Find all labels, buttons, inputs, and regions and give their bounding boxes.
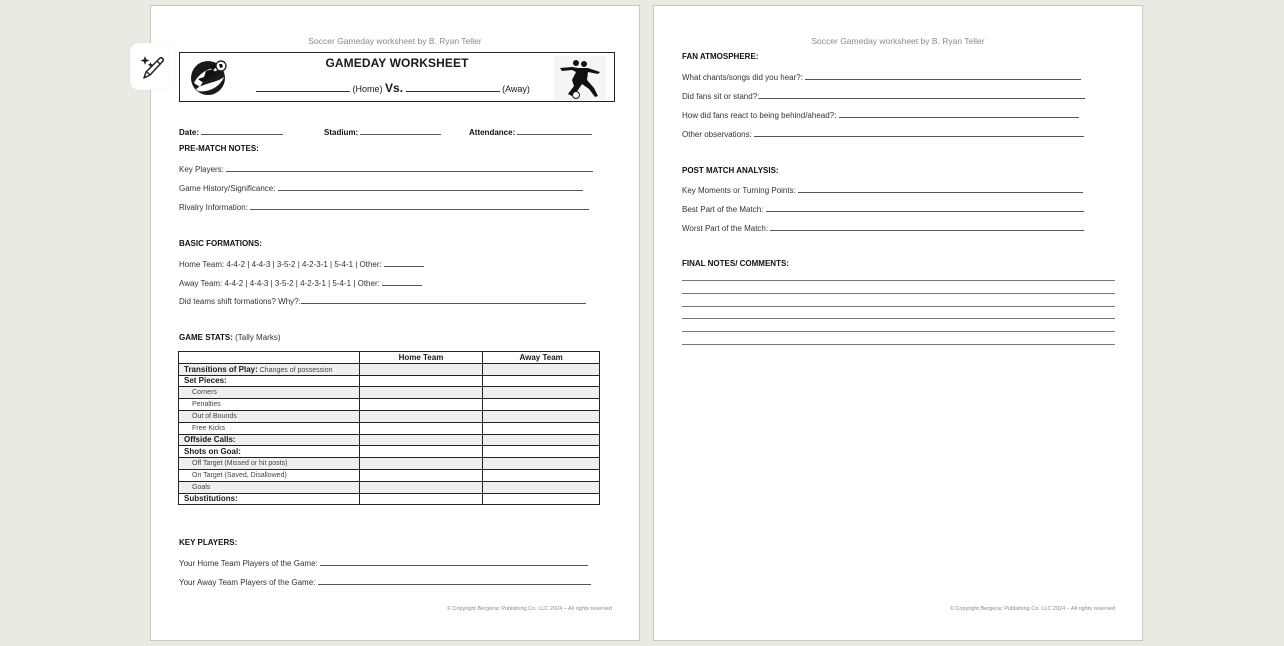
- tally-cell-home[interactable]: [359, 481, 483, 493]
- stat-label: [179, 469, 360, 481]
- column-header: [179, 352, 360, 364]
- tally-cell-home[interactable]: [359, 363, 483, 375]
- table-row: [179, 446, 600, 458]
- home-formation-other-line[interactable]: [384, 258, 424, 267]
- worst-part-line[interactable]: [770, 222, 1084, 231]
- stat-label: [179, 446, 360, 458]
- stat-label: [179, 387, 360, 399]
- fan-reaction-line[interactable]: [839, 109, 1079, 118]
- tally-cell-away[interactable]: [483, 399, 600, 411]
- home-team-blank[interactable]: [256, 83, 350, 92]
- sit-stand-field[interactable]: Did fans sit or stand?:: [682, 90, 1085, 101]
- ai-edit-button[interactable]: [130, 43, 174, 90]
- matchup-line: [256, 81, 530, 95]
- table-header-row: [179, 352, 600, 364]
- tally-cell-away[interactable]: [483, 375, 600, 387]
- table-row: [179, 399, 600, 411]
- stat-label-text: Penalties: [192, 401, 221, 409]
- note-line[interactable]: [682, 318, 1115, 319]
- tally-cell-home[interactable]: [359, 410, 483, 422]
- worksheet-header: [179, 52, 615, 102]
- tally-cell-away[interactable]: [483, 493, 600, 505]
- stat-label-text: On Target (Saved, Disallowed): [192, 471, 287, 479]
- key-players-heading: KEY PLAYERS:: [179, 538, 238, 547]
- table-row: [179, 375, 600, 387]
- tally-cell-home[interactable]: [359, 493, 483, 505]
- stat-label-text: Corners: [192, 389, 217, 397]
- formation-shift-field[interactable]: Did teams shift formations? Why?:: [179, 295, 586, 306]
- formation-shift-line[interactable]: [301, 295, 586, 304]
- game-history-field[interactable]: Game History/Significance:: [179, 182, 583, 193]
- fan-reaction-field[interactable]: How did fans react to being behind/ahead?:: [682, 109, 1079, 120]
- away-formation-other-line[interactable]: [382, 277, 422, 286]
- pre-match-heading: PRE-MATCH NOTES:: [179, 144, 259, 153]
- tally-cell-home[interactable]: [359, 469, 483, 481]
- tally-cell-away[interactable]: [483, 387, 600, 399]
- tally-cell-home[interactable]: [359, 399, 483, 411]
- tally-cell-away[interactable]: [483, 422, 600, 434]
- tally-cell-away[interactable]: [483, 363, 600, 375]
- note-line[interactable]: [682, 306, 1115, 307]
- stat-label: [179, 399, 360, 411]
- home-label: (Home): [352, 84, 383, 94]
- game-history-line[interactable]: [278, 182, 583, 191]
- table-row: [179, 387, 600, 399]
- best-part-line[interactable]: [766, 203, 1084, 212]
- rivalry-field[interactable]: Rivalry Information:: [179, 201, 589, 212]
- tally-cell-home[interactable]: [359, 387, 483, 399]
- table-row: [179, 469, 600, 481]
- table-row: [179, 422, 600, 434]
- stat-label-text: Set Pieces:: [184, 376, 227, 386]
- stat-label: [179, 375, 360, 387]
- worst-part-field[interactable]: Worst Part of the Match:: [682, 222, 1084, 233]
- stat-label: [179, 422, 360, 434]
- home-players-of-game-field[interactable]: Your Home Team Players of the Game:: [179, 557, 588, 568]
- home-players-line[interactable]: [320, 557, 588, 566]
- tally-cell-home[interactable]: [359, 458, 483, 470]
- stat-label: [179, 410, 360, 422]
- document-page-2: [653, 5, 1143, 641]
- sit-stand-line[interactable]: [759, 90, 1085, 99]
- copyright-notice: © Copyright Bergerac Publishing Co. LLC 2024 – All rights reserved: [949, 606, 1115, 612]
- table-row: [179, 458, 600, 470]
- stat-label: [179, 481, 360, 493]
- running-head: Soccer Gameday worksheet by B. Ryan Teller: [308, 36, 482, 46]
- formations-heading: BASIC FORMATIONS:: [179, 239, 262, 248]
- stat-label: [179, 434, 360, 446]
- tally-cell-home[interactable]: [359, 446, 483, 458]
- final-notes-heading: FINAL NOTES/ COMMENTS:: [682, 259, 789, 268]
- key-players-line[interactable]: [226, 163, 593, 172]
- copyright-notice: © Copyright Bergerac Publishing Co. LLC 2024 – All rights reserved: [446, 606, 612, 612]
- column-header-home: Home Team: [359, 352, 483, 364]
- stadium-input-line[interactable]: [360, 126, 441, 135]
- stat-label: [179, 363, 360, 375]
- table-row: [179, 493, 600, 505]
- key-players-field[interactable]: Key Players:: [179, 163, 593, 174]
- table-row: [179, 434, 600, 446]
- stat-label: [179, 493, 360, 505]
- tally-cell-away[interactable]: [483, 458, 600, 470]
- table-row: [179, 363, 600, 375]
- tally-cell-home[interactable]: [359, 434, 483, 446]
- stadium-field[interactable]: Stadium:: [324, 126, 441, 137]
- soccer-players-tackle-image: [554, 56, 606, 100]
- note-line[interactable]: [682, 280, 1115, 281]
- game-stats-table: [178, 351, 600, 505]
- worksheet-title: GAMEDAY WORKSHEET: [325, 56, 469, 70]
- away-team-blank[interactable]: [406, 83, 500, 92]
- tally-cell-home[interactable]: [359, 422, 483, 434]
- other-observations-field[interactable]: Other observations:: [682, 128, 1084, 139]
- sparkle-pen-icon: [138, 53, 166, 81]
- stat-label-text: Offside Calls:: [184, 435, 236, 445]
- fan-atmosphere-heading: FAN ATMOSPHERE:: [682, 52, 759, 61]
- stat-label-text: Substitutions:: [184, 494, 238, 504]
- tally-cell-away[interactable]: [483, 469, 600, 481]
- stat-label-text: Shots on Goal:: [184, 447, 241, 457]
- chants-field[interactable]: What chants/songs did you hear?:: [682, 71, 1081, 82]
- post-match-heading: POST MATCH ANALYSIS:: [682, 166, 779, 175]
- stat-label-text: Off Target (Missed or hit posts): [192, 460, 288, 468]
- away-formation-field[interactable]: Away Team: 4-4-2 | 4-4-3 | 3-5-2 | 4-2-3-1 | 5-4-1 | Other:: [179, 277, 422, 288]
- tally-cell-away[interactable]: [483, 434, 600, 446]
- game-stats-heading: GAME STATS: (Tally Marks): [179, 333, 281, 342]
- other-observations-line[interactable]: [754, 128, 1084, 137]
- stat-label: [179, 458, 360, 470]
- key-moments-field[interactable]: Key Moments or Turning Points:: [682, 184, 1083, 195]
- away-players-line[interactable]: [318, 576, 591, 585]
- tally-cell-away[interactable]: [483, 410, 600, 422]
- away-players-of-game-field[interactable]: Your Away Team Players of the Game:: [179, 576, 591, 587]
- document-page-1: [150, 5, 640, 641]
- tally-cell-away[interactable]: [483, 481, 600, 493]
- chants-line[interactable]: [805, 71, 1081, 80]
- attendance-field[interactable]: Attendance:: [469, 126, 592, 137]
- stat-label-text: Out of Bounds: [192, 412, 237, 420]
- home-formation-field[interactable]: Home Team: 4-4-2 | 4-4-3 | 3-5-2 | 4-2-3-1 | 5-4-1 | Other:: [179, 258, 424, 269]
- date-field[interactable]: Date:: [179, 126, 283, 137]
- stat-label-text: Free Kicks: [192, 424, 226, 432]
- note-line[interactable]: [682, 331, 1115, 332]
- vs-label: Vs.: [385, 81, 404, 95]
- stat-label-text: Goals: [192, 483, 211, 491]
- note-line[interactable]: [682, 293, 1115, 294]
- table-row: [179, 410, 600, 422]
- attendance-input-line[interactable]: [517, 126, 592, 135]
- table-row: [179, 481, 600, 493]
- running-head: Soccer Gameday worksheet by B. Ryan Teller: [811, 36, 985, 46]
- key-moments-line[interactable]: [798, 184, 1083, 193]
- best-part-field[interactable]: Best Part of the Match:: [682, 203, 1084, 214]
- away-label: (Away): [502, 84, 530, 94]
- stat-note: Changes of possession: [257, 366, 333, 374]
- date-input-line[interactable]: [201, 126, 283, 135]
- tally-cell-away[interactable]: [483, 446, 600, 458]
- column-header-away: Away Team: [483, 352, 600, 364]
- rivalry-line[interactable]: [250, 201, 589, 210]
- note-line[interactable]: [682, 344, 1115, 345]
- tally-cell-home[interactable]: [359, 375, 483, 387]
- stat-label-text: Transitions of Play:: [184, 364, 258, 374]
